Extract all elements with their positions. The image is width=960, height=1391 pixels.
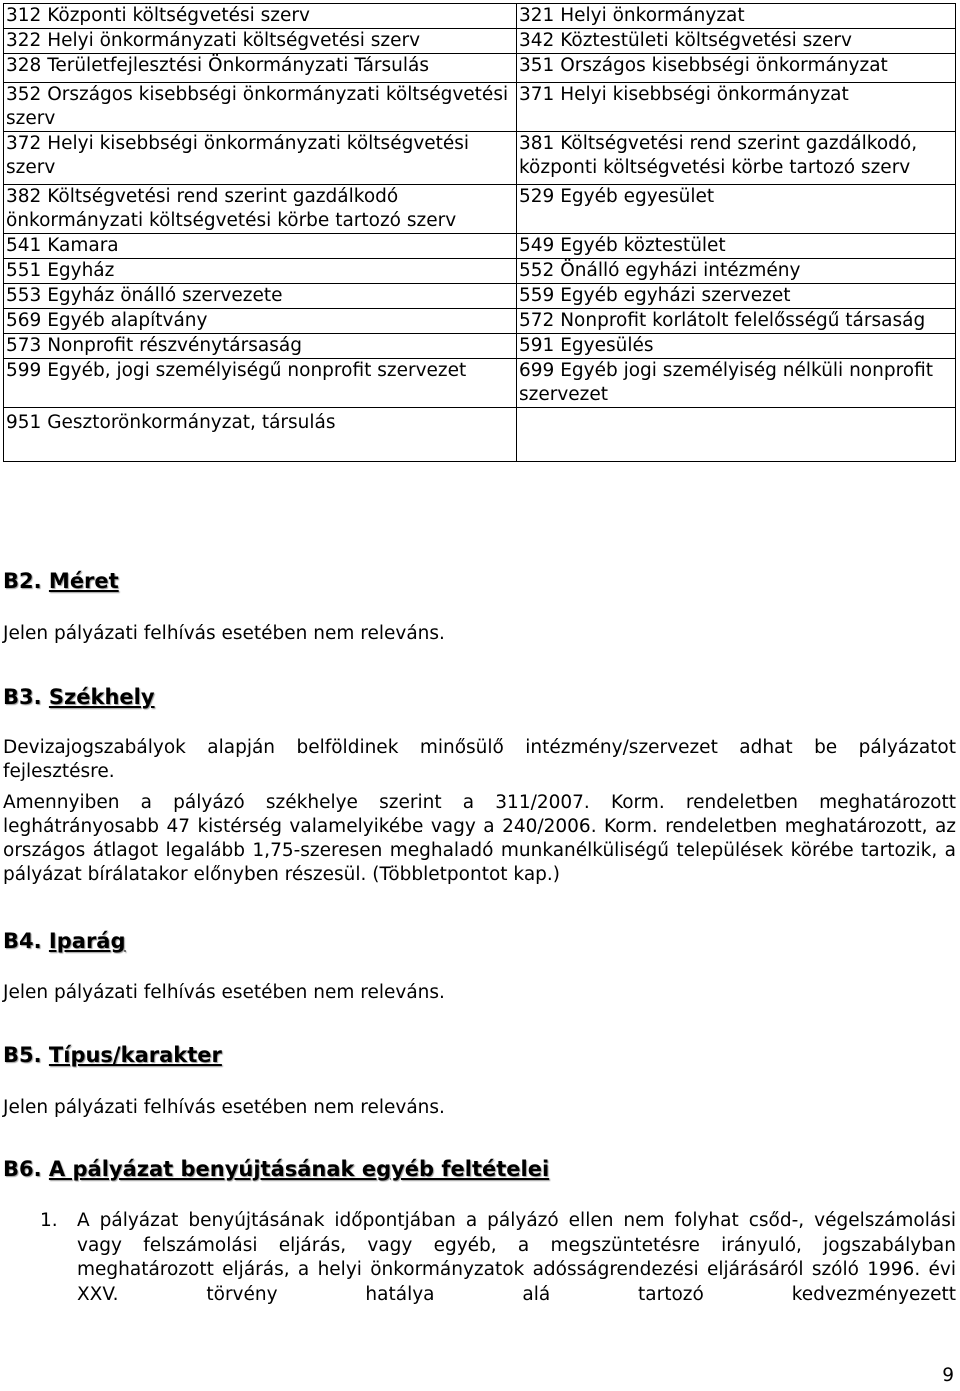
table-cell: 569 Egyéb alapítvány [4,309,517,334]
table-cell: 551 Egyház [4,259,517,284]
section-heading [3,1156,956,1182]
section-number: B2. [3,569,42,593]
table-cell: 553 Egyház önálló szervezete [4,284,517,309]
table-row [4,334,956,359]
table-row [4,83,956,132]
table-cell [517,408,956,462]
section-b3 [3,684,956,710]
table-row [4,259,956,284]
section-heading [3,928,956,954]
table-row [4,359,956,408]
section-b4 [3,928,956,954]
table-row [4,309,956,334]
section-b4-body [3,981,956,1005]
table-cell: 529 Egyéb egyesület [517,185,956,234]
table-cell: 352 Országos kisebbségi önkormányzati költségvetési szerv [4,83,517,132]
table-row [4,284,956,309]
table-cell: 951 Gesztorönkormányzat, társulás [4,408,517,462]
list-item-text: A pályázat benyújtásának időpontjában a pályázó ellen nem folyhat csőd-, végelszámolási vagy felszámolási eljárás, vagy egyéb, a megszüntetésre irányuló, jogszabályban meghatározott eljárás, a helyi önkormányzatok adósságrendezési eljárásáról szóló 1996. évi XXV. törvény hatálya alá tartozó kedvezményezett [77,1210,956,1305]
section-number: B5. [3,1043,42,1067]
table-cell: 541 Kamara [4,234,517,259]
section-text: Jelen pályázati felhívás esetében nem releváns. [3,623,445,644]
section-title: A pályázat benyújtásának egyéb feltételei [48,1157,550,1181]
section-b5-body [3,1096,956,1120]
table-cell: 573 Nonprofit részvénytársaság [4,334,517,359]
table-row [4,185,956,234]
table-row [4,408,956,462]
section-title: Méret [48,569,119,593]
table-row [4,29,956,54]
table-cell: 328 Területfejlesztési Önkormányzati Társulás [4,54,517,83]
table-cell: 321 Helyi önkormányzat [517,4,956,29]
section-b6 [3,1156,956,1182]
section-title: Iparág [48,929,126,953]
section-b3-para1 [3,736,956,784]
section-text: Jelen pályázati felhívás esetében nem releváns. [3,1097,445,1118]
table-cell: 559 Egyéb egyházi szervezet [517,284,956,309]
table-cell: 382 Költségvetési rend szerint gazdálkodó önkormányzati költségvetési körbe tartozó szerv [4,185,517,234]
section-b3-para2 [3,791,956,887]
table-cell: 351 Országos kisebbségi önkormányzat [517,54,956,83]
section-text: Jelen pályázati felhívás esetében nem releváns. [3,982,445,1003]
table-cell: 381 Költségvetési rend szerint gazdálkodó, központi költségvetési körbe tartozó szerv [517,132,956,185]
table-cell: 591 Egyesülés [517,334,956,359]
table-row [4,54,956,83]
section-heading [3,684,956,710]
section-number: B6. [3,1157,42,1181]
section-title: Típus/karakter [48,1043,222,1067]
table-cell: 372 Helyi kisebbségi önkormányzati költségvetési szerv [4,132,517,185]
table-cell: 572 Nonprofit korlátolt felelősségű társaság [517,309,956,334]
section-heading [3,568,956,594]
table-cell: 599 Egyéb, jogi személyiségű nonprofit szervezet [4,359,517,408]
section-b2 [3,568,956,594]
section-paragraph: Devizajogszabályok alapján belföldinek minősülő intézmény/szervezet adhat be pályázatot fejlesztésre. [3,737,956,782]
section-number: B3. [3,685,42,709]
table-row [4,234,956,259]
table-row [4,4,956,29]
table-cell: 552 Önálló egyházi intézmény [517,259,956,284]
section-paragraph: Amennyiben a pályázó székhelye szerint a 311/2007. Korm. rendeletben meghatározott leghátrányosabb 47 kistérség valamelyikébe vagy a 240/2006. Korm. rendeletben meghatározott, az országos átlagot legalább 1,75-szeresen meghaladó munkanélküliségű települések körébe tartozik, a pályázat bírálatakor előnyben részesül. (Többletpontot kap.) [3,792,956,885]
list-item [40,1209,956,1307]
section-title: Székhely [48,685,155,709]
section-number: B4. [3,929,42,953]
table-row [4,132,956,185]
table-cell: 342 Köztestületi költségvetési szerv [517,29,956,54]
section-b2-body [3,622,956,646]
list-item-number: 1. [40,1210,58,1231]
table-cell: 322 Helyi önkormányzati költségvetési szerv [4,29,517,54]
organization-codes-table [3,3,956,462]
table-cell: 312 Központi költségvetési szerv [4,4,517,29]
table-cell: 699 Egyéb jogi személyiség nélküli nonprofit szervezet [517,359,956,408]
table-cell: 549 Egyéb köztestület [517,234,956,259]
page-number: 9 [942,1365,954,1386]
table-cell: 371 Helyi kisebbségi önkormányzat [517,83,956,132]
section-heading [3,1042,956,1068]
section-b5 [3,1042,956,1068]
